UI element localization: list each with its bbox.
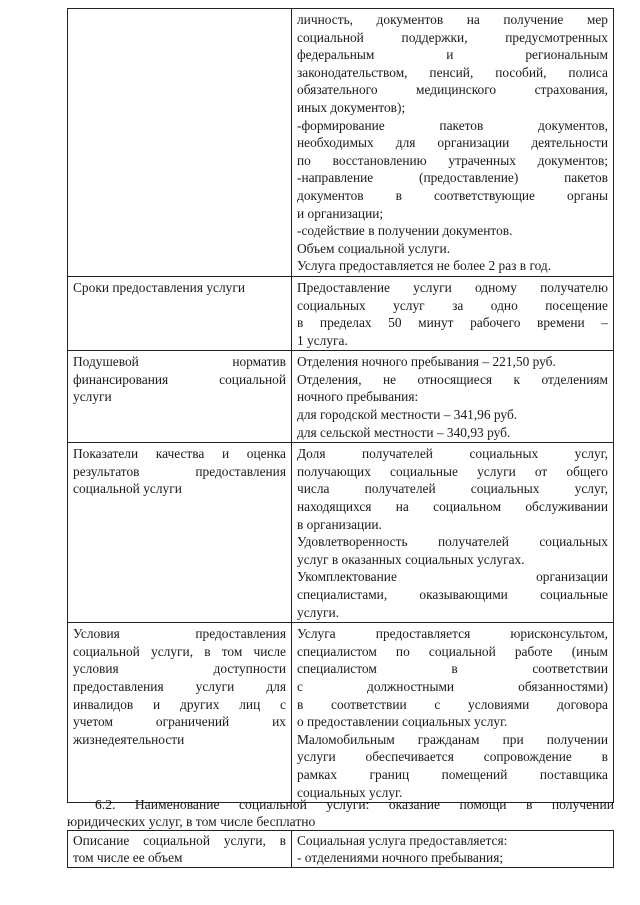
- section-heading: [67, 796, 614, 830]
- text-line: - отделениями ночного пребывания;: [297, 850, 504, 865]
- table-cell-value: [292, 9, 614, 277]
- table-cell-value: [292, 351, 614, 443]
- text-line: 1 услуга.: [297, 332, 348, 348]
- text-line: Маломобильным гражданам при получении: [297, 731, 608, 747]
- text-line: находящихся на социальном обслуживании: [297, 499, 608, 515]
- text-line: в организации.: [297, 516, 382, 532]
- text-line: -направление (предоставление) пакетов: [297, 170, 608, 186]
- text-line: Удовлетворенность получателей социальных: [297, 534, 608, 550]
- row-label: предоставления услуги для: [73, 678, 286, 694]
- row-label: инвалидов и других лиц с: [73, 696, 286, 712]
- text-line: и организации;: [297, 205, 384, 221]
- row-label: социальной услуги: [73, 481, 182, 497]
- text-line: -формирование пакетов документов,: [297, 117, 608, 133]
- row-label: Условия предоставления: [73, 626, 286, 642]
- text-line: Предоставление услуги одному получателю: [297, 279, 608, 295]
- row-label: социальной услуги, в том числе: [73, 643, 286, 659]
- table-row: [68, 351, 614, 443]
- text-line: специалистами, оказывающими социальные: [297, 587, 608, 602]
- text-line: социальной поддержки, предусмотренных: [297, 29, 608, 45]
- table-row: [68, 831, 614, 868]
- text-line: Услуга предоставляется юрисконсультом,: [297, 626, 608, 642]
- text-line: Объем социальной услуги.: [297, 240, 451, 256]
- table-row: [68, 623, 614, 803]
- text-line: личность, документов на получение мер: [297, 12, 608, 27]
- text-line: Укомплектование организации: [297, 569, 608, 585]
- section-heading-line: 6.2. Наименование социальной услуги: оказание помощи в получении: [95, 797, 614, 812]
- table-cell-label: [68, 443, 292, 623]
- text-line: услуги обеспечивается сопровождение в: [297, 749, 608, 765]
- row-label: том числе ее объем: [73, 850, 183, 865]
- row-label: условия доступности: [73, 661, 286, 677]
- text-line: в соответствии с условиями договора: [297, 696, 608, 712]
- table-row: [68, 9, 614, 277]
- text-line: Доля получателей социальных услуг,: [297, 446, 608, 462]
- row-label: Показатели качества и оценка: [73, 446, 286, 462]
- text-line: специалистом по социальной работе (иным: [297, 643, 608, 659]
- text-line: с должностными обязанностями): [297, 678, 608, 694]
- text-line: числа получателей социальных услуг,: [297, 481, 608, 497]
- text-line: услуги.: [297, 604, 340, 620]
- text-line: специалистом в соответствии: [297, 661, 608, 677]
- table-cell-value: [292, 276, 614, 350]
- text-line: Отделения ночного пребывания – 221,50 руб.: [297, 354, 556, 370]
- row-label: Подушевой норматив: [73, 354, 286, 370]
- table-row: [68, 276, 614, 350]
- row-label: Описание социальной услуги, в: [73, 833, 286, 848]
- row-label: результатов предоставления: [73, 463, 286, 479]
- text-line: рамках границ помещений поставщика: [297, 766, 608, 782]
- table-cell-value: [292, 623, 614, 803]
- text-line: ночного пребывания:: [297, 389, 419, 405]
- text-line: Социальная услуга предоставляется:: [297, 833, 508, 848]
- text-line: для городской местности – 341,96 руб.: [297, 407, 518, 423]
- row-label: Сроки предоставления услуги: [73, 279, 245, 295]
- text-line: о предоставлении социальных услуг.: [297, 714, 508, 730]
- text-line: услуг в оказанных социальных услугах.: [297, 551, 525, 567]
- text-line: иных документов);: [297, 99, 406, 115]
- text-line: в пределах 50 минут рабочего времени –: [297, 315, 608, 331]
- table-cell-value: [292, 831, 614, 868]
- table-cell-label: [68, 351, 292, 443]
- section-heading-line: юридических услуг, в том числе бесплатно: [67, 814, 316, 829]
- row-label: услуги: [73, 389, 112, 405]
- row-label: жизнедеятельности: [73, 731, 185, 747]
- table-row: [68, 443, 614, 623]
- row-label: учетом ограничений их: [73, 714, 286, 730]
- text-line: Отделения, не относящиеся к отделениям: [297, 371, 608, 387]
- text-line: социальных услуг за одно посещение: [297, 297, 608, 313]
- table-cell-label: [68, 831, 292, 868]
- text-line: федеральным и региональным: [297, 47, 608, 63]
- text-line: законодательством, пенсий, пособий, полиса: [297, 64, 608, 80]
- table-cell-label: [68, 276, 292, 350]
- text-line: получающих социальные услуги от общего: [297, 463, 608, 479]
- text-line: обязательного медицинского страхования,: [297, 82, 608, 98]
- services-table-continued: [67, 830, 614, 868]
- text-line: социальных услуг.: [297, 784, 403, 800]
- text-line: Услуга предоставляется не более 2 раз в год.: [297, 258, 552, 274]
- text-line: -содействие в получении документов.: [297, 223, 513, 239]
- text-line: документов в соответствующие органы: [297, 187, 608, 203]
- services-table: [67, 8, 614, 803]
- table-cell-label: [68, 623, 292, 803]
- text-line: для сельской местности – 340,93 руб.: [297, 424, 511, 440]
- table-cell-label: [68, 9, 292, 277]
- text-line: необходимых для организации деятельности: [297, 135, 608, 151]
- row-label: финансирования социальной: [73, 371, 286, 387]
- text-line: по восстановлению утраченных документов;: [297, 152, 608, 168]
- table-cell-value: [292, 443, 614, 623]
